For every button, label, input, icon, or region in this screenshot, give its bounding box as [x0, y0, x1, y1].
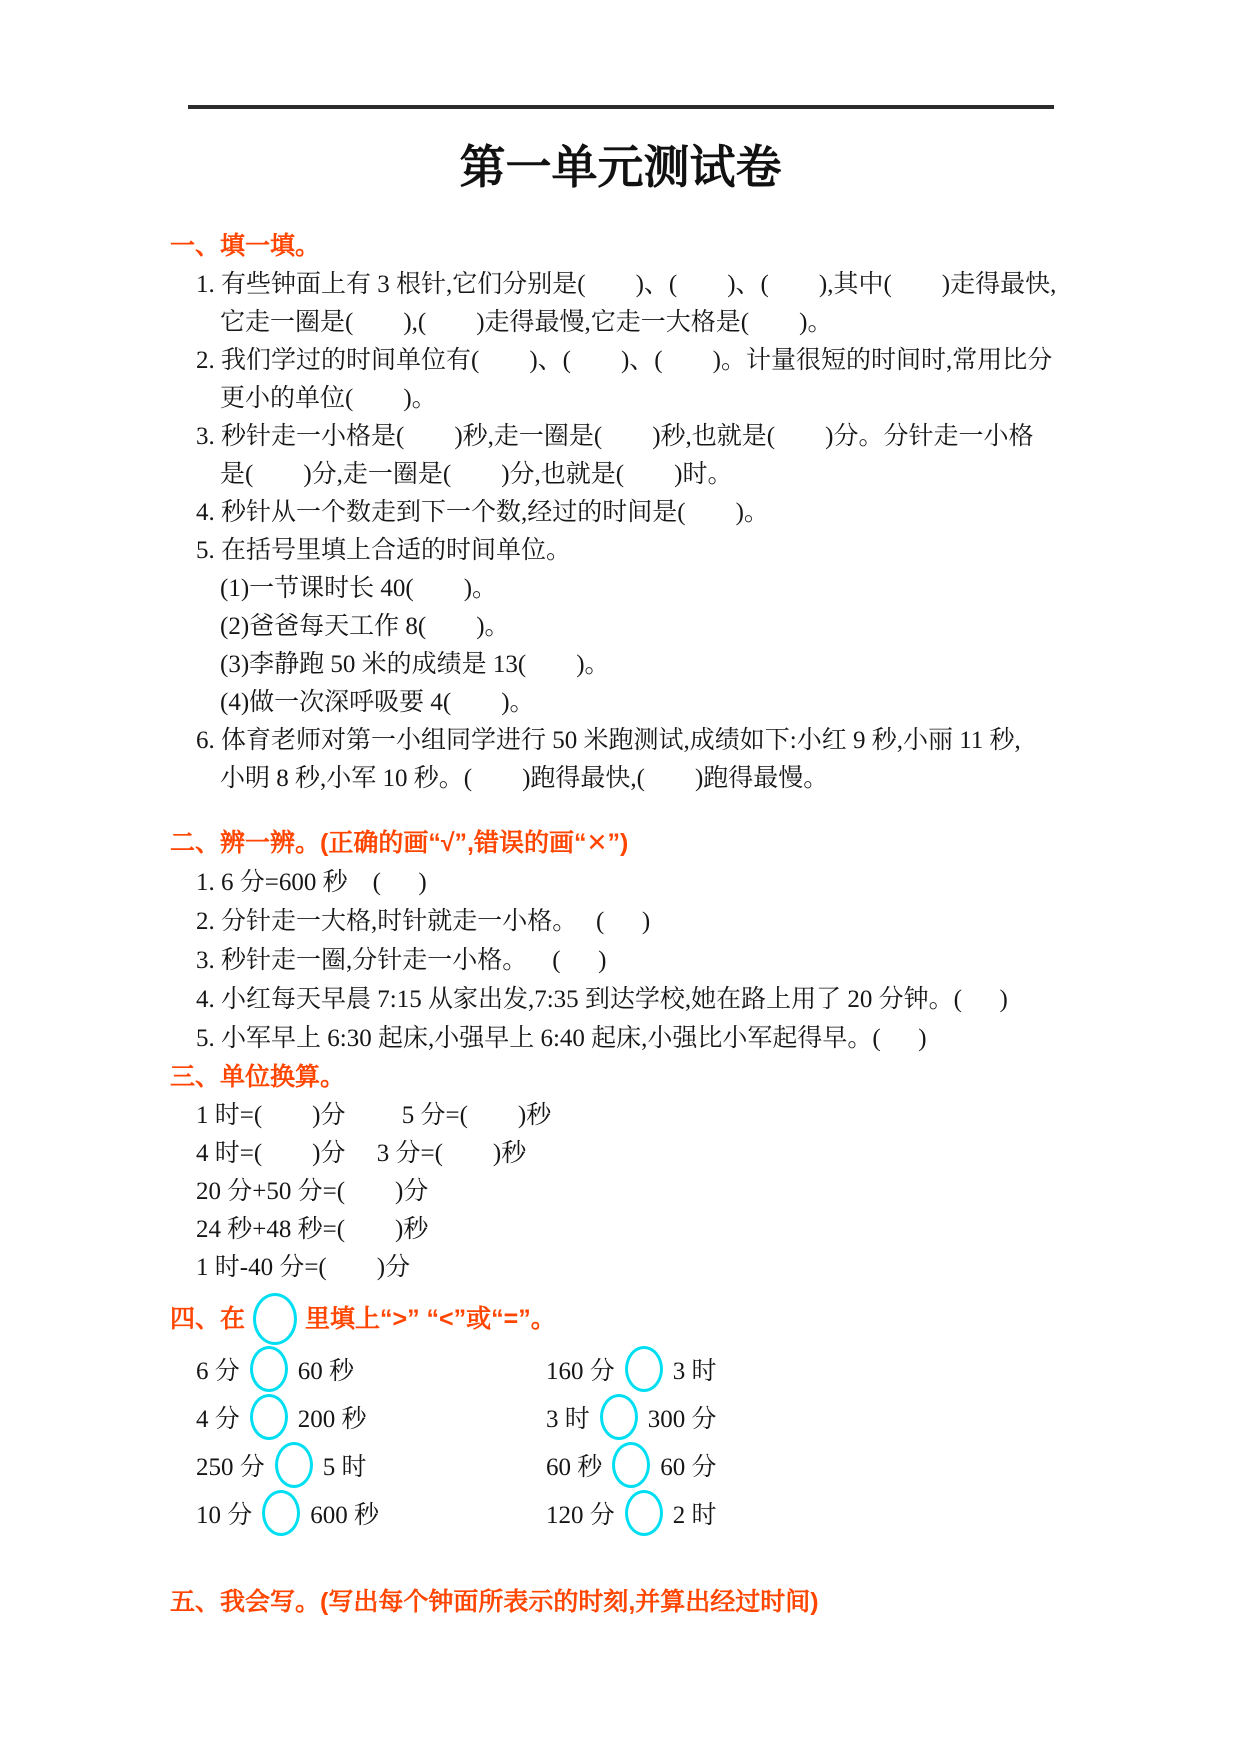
- fill-blank-line: 3. 秒针走一小格是( )秒,走一圈是( )秒,也就是( )分。分针走一小格: [196, 423, 1034, 450]
- comparison-cell: [546, 1346, 717, 1392]
- comparison-left: 250 分: [196, 1454, 265, 1481]
- compare-circle-icon: [625, 1490, 663, 1536]
- compare-circle-icon: [600, 1394, 638, 1440]
- fill-blank-line: 5. 在括号里填上合适的时间单位。: [196, 537, 572, 564]
- compare-circle-icon: [250, 1394, 288, 1440]
- comparison-cell: [196, 1490, 546, 1536]
- comparison-right: 3 时: [672, 1358, 717, 1385]
- comparison-left: 60 秒: [546, 1454, 603, 1481]
- comparison-cell: [196, 1346, 546, 1392]
- section-four-heading: [170, 1295, 1241, 1343]
- comparison-left: 3 时: [546, 1406, 590, 1433]
- fill-blank-line: 6. 体育老师对第一小组同学进行 50 米跑测试,成绩如下:小红 9 秒,小丽 11 秒,: [196, 727, 1021, 754]
- comparison-cell: [546, 1442, 717, 1488]
- section-three-heading: 三、单位换算。: [170, 1063, 346, 1091]
- comparison-cell: [546, 1490, 717, 1536]
- comparison-cell: [546, 1394, 717, 1440]
- comparison-left: 10 分: [196, 1502, 253, 1529]
- conversion-line: 20 分+50 分=( )分: [196, 1178, 429, 1205]
- fill-blank-line: (3)李静跑 50 米的成绩是 13( )。: [220, 651, 610, 678]
- compare-circle-icon: [250, 1346, 288, 1392]
- section-four-heading-post: 里填上“>” “<”或“=”。: [305, 1305, 556, 1333]
- top-rule: [188, 105, 1054, 109]
- compare-circle-icon: [253, 1293, 297, 1345]
- compare-circle-icon: [275, 1442, 313, 1488]
- comparison-right: 60 分: [660, 1454, 717, 1481]
- fill-blank-line: 是( )分,走一圈是( )分,也就是( )时。: [220, 461, 733, 488]
- fill-blank-line: 更小的单位( )。: [220, 385, 437, 412]
- comparison-right: 60 秒: [297, 1358, 355, 1385]
- section-four-body: [0, 1345, 1241, 1537]
- comparison-right: 200 秒: [297, 1406, 367, 1433]
- comparison-cell: [196, 1442, 546, 1488]
- fill-blank-line: 2. 我们学过的时间单位有( )、( )、( )。计量很短的时间时,常用比分: [196, 347, 1053, 374]
- comparison-right: 600 秒: [310, 1502, 380, 1529]
- comparison-left: 4 分: [196, 1406, 240, 1433]
- comparison-left: 120 分: [546, 1502, 615, 1529]
- comparison-row: [196, 1393, 1241, 1441]
- fill-blank-line: 小明 8 秒,小军 10 秒。( )跑得最快,( )跑得最慢。: [220, 765, 829, 792]
- comparison-row: [196, 1345, 1241, 1393]
- comparison-row: [196, 1441, 1241, 1489]
- section-one-heading: 一、填一填。: [170, 232, 321, 260]
- comparison-right: 300 分: [647, 1406, 717, 1433]
- true-false-line: 5. 小军早上 6:30 起床,小强早上 6:40 起床,小强比小军起得早。( ): [196, 1025, 927, 1052]
- section-one-body: [0, 266, 1241, 798]
- section-four-heading-pre: 四、在: [170, 1305, 246, 1333]
- comparison-right: 2 时: [672, 1502, 717, 1529]
- compare-circle-icon: [262, 1490, 300, 1536]
- true-false-line: 1. 6 分=600 秒 ( ): [196, 869, 427, 896]
- conversion-line: 4 时=( )分 3 分=( )秒: [196, 1140, 527, 1167]
- fill-blank-line: (1)一节课时长 40( )。: [220, 575, 498, 602]
- fill-blank-line: 4. 秒针从一个数走到下一个数,经过的时间是( )。: [196, 499, 769, 526]
- section-five-heading: 五、我会写。(写出每个钟面所表示的时刻,并算出经过时间): [170, 1588, 819, 1616]
- true-false-line: 4. 小红每天早晨 7:15 从家出发,7:35 到达学校,她在路上用了 20 分钟。( ): [196, 986, 1008, 1013]
- section-three-body: [0, 1097, 1241, 1287]
- comparison-row: [196, 1489, 1241, 1537]
- fill-blank-line: 它走一圈是( ),( )走得最慢,它走一大格是( )。: [220, 309, 833, 336]
- comparison-left: 160 分: [546, 1358, 615, 1385]
- compare-circle-icon: [612, 1442, 650, 1488]
- true-false-line: 3. 秒针走一圈,分针走一小格。 ( ): [196, 947, 607, 974]
- conversion-line: 1 时=( )分 5 分=( )秒: [196, 1102, 552, 1129]
- comparison-cell: [196, 1394, 546, 1440]
- comparison-right: 5 时: [322, 1454, 367, 1481]
- conversion-line: 24 秒+48 秒=( )秒: [196, 1216, 429, 1243]
- section-two-body: [0, 863, 1241, 1058]
- section-two-heading: 二、辨一辨。(正确的画“√”,错误的画“✕”): [170, 829, 629, 857]
- fill-blank-line: (4)做一次深呼吸要 4( )。: [220, 689, 535, 716]
- conversion-line: 1 时-40 分=( )分: [196, 1254, 411, 1281]
- true-false-line: 2. 分针走一大格,时针就走一小格。 ( ): [196, 908, 651, 935]
- compare-circle-icon: [625, 1346, 663, 1392]
- comparison-left: 6 分: [196, 1358, 240, 1385]
- fill-blank-line: (2)爸爸每天工作 8( )。: [220, 613, 510, 640]
- page-title: 第一单元测试卷: [459, 141, 782, 193]
- fill-blank-line: 1. 有些钟面上有 3 根针,它们分别是( )、( )、( ),其中( )走得最快,: [196, 271, 1057, 298]
